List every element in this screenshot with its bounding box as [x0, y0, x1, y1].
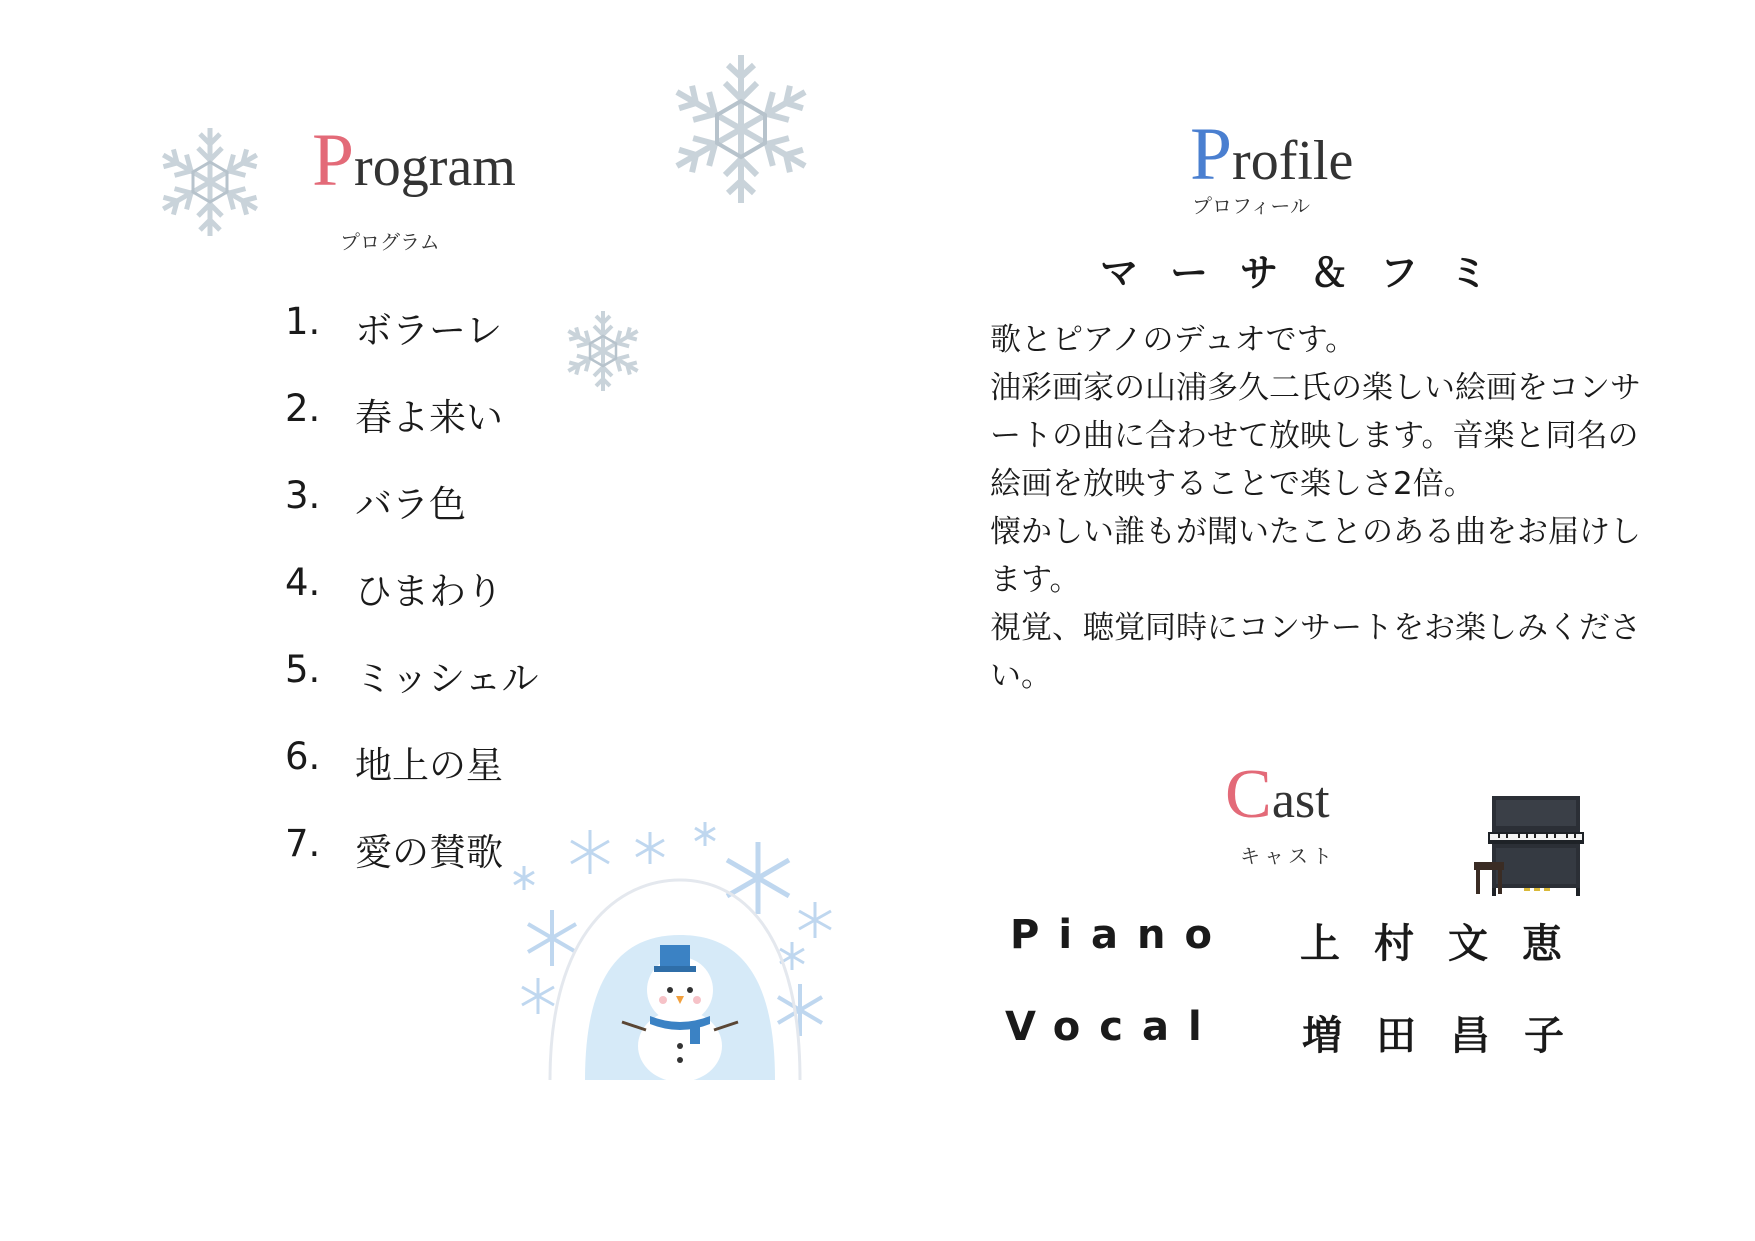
profile-paragraph: 懐かしい誰もが聞いたことのある曲をお届けします。 — [990, 514, 1641, 598]
profile-description — [990, 316, 1650, 700]
list-item — [285, 387, 539, 474]
profile-title-initial: P — [1190, 113, 1233, 196]
cast-role-vocal: Vocal — [1005, 1004, 1221, 1050]
cast-role-piano: Piano — [1010, 912, 1231, 958]
list-item — [285, 561, 539, 648]
cast-name-piano: 上村文恵 — [1300, 921, 1596, 967]
program-item-title: バラ色 — [355, 483, 466, 526]
program-item-number: 6. — [285, 735, 321, 778]
program-list — [285, 300, 539, 909]
list-item — [285, 822, 539, 909]
list-item — [285, 300, 539, 387]
list-item — [285, 735, 539, 822]
program-title-rest: rogram — [354, 136, 516, 198]
profile-title — [1190, 112, 1353, 198]
snowflake-icon — [562, 306, 644, 396]
program-item-number: 1. — [285, 300, 321, 343]
profile-paragraph: 歌とピアノのデュオです。 — [990, 322, 1357, 358]
cast-title-initial: C — [1225, 755, 1272, 833]
program-title-initial: P — [312, 119, 355, 202]
duo-name: マーサ＆フミ — [1100, 251, 1521, 295]
snowman-illustration — [510, 810, 850, 1090]
program-item-title: 愛の賛歌 — [355, 831, 503, 874]
program-item-number: 2. — [285, 387, 321, 430]
snowflake-icon — [155, 122, 265, 242]
program-item-title: ひまわり — [355, 570, 503, 613]
program-item-title: ボラーレ — [355, 309, 503, 352]
cast-title-rest: ast — [1271, 772, 1330, 829]
program-item-number: 3. — [285, 474, 321, 517]
program-item-number: 7. — [285, 822, 321, 865]
snowflake-icon — [668, 48, 814, 210]
cast-title — [1225, 754, 1330, 835]
program-item-title: ミッシェル — [355, 657, 539, 700]
program-title — [312, 118, 516, 204]
cast-subtitle: キャスト — [1240, 844, 1336, 868]
program-item-number: 5. — [285, 648, 321, 691]
program-item-title: 地上の星 — [355, 744, 503, 787]
program-subtitle: プログラム — [340, 230, 440, 254]
program-item-title: 春よ来い — [355, 396, 503, 439]
profile-paragraph: 油彩画家の山浦多久二氏の楽しい絵画をコンサートの曲に合わせて放映します。音楽と同名の絵画を放映することで楽しさ2倍。 — [990, 370, 1641, 502]
piano-illustration — [1472, 792, 1584, 898]
program-item-number: 4. — [285, 561, 321, 604]
profile-subtitle: プロフィール — [1192, 194, 1310, 218]
list-item — [285, 648, 539, 735]
list-item — [285, 474, 539, 561]
profile-paragraph: 視覚、聴覚同時にコンサートをお楽しみください。 — [990, 610, 1641, 694]
cast-name-vocal: 増田昌子 — [1302, 1013, 1598, 1059]
profile-title-rest: rofile — [1232, 130, 1354, 192]
